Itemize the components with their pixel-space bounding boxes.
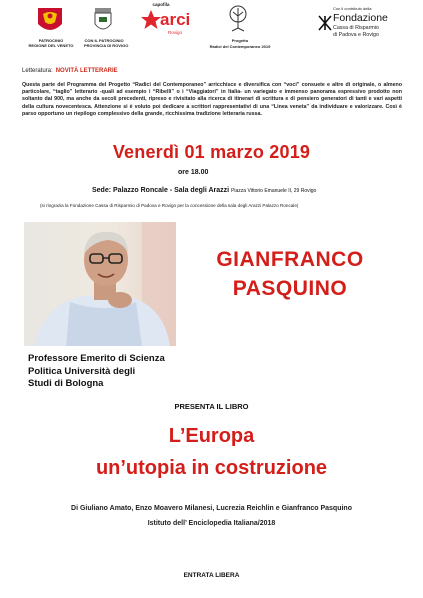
progetto-line1: Progetto <box>231 38 249 43</box>
event-venue <box>92 187 316 194</box>
entry-note: ENTRATA LIBERA <box>183 572 240 579</box>
comune-caption: CON IL PATROCINIO PROVINCIA DI ROVIGO <box>84 38 129 48</box>
section-value: NOVITÀ LETTERARIE <box>55 68 118 74</box>
book-title-line-2: un’utopia in costruzione <box>95 457 328 479</box>
fondazione-contrib: Con il contributo della <box>333 6 372 11</box>
veneto-lion-icon <box>36 6 64 36</box>
arci-name: arci <box>160 10 191 29</box>
logo-strip <box>0 0 423 62</box>
fondazione-name: Fondazione <box>333 12 388 24</box>
role-line-2: Politica Università degli <box>28 365 136 377</box>
book-publisher: Istituto dell’ Enciclopedia Italiana/2018 <box>147 520 276 527</box>
fondazione-sub1: Cassa di Risparmio <box>333 25 379 31</box>
role-line-3: Studi di Bologna <box>28 378 104 389</box>
presents-label: PRESENTA IL LIBRO <box>174 402 249 411</box>
intro-paragraph: Questa parte del Programma del Progetto “Radici del Contemporaneo” arricchisce e diversifica con “voci” consuete e altre di originale, o almeno particolare, “taglio” letterario -quali ad esempio i “Ribelli” o i “Viaggiatori” in Italia- un variegato e immenso panorama espressivo prodotto non soltanto dal 900, ma anche da secoli precedenti, ripreso e rivisitato alla ricerca di itinerari di scrittura e di pensiero generatori di tanti e vari aspetti della cultura novecentesca. Attenzione si è voluto poi dedicare a scrittori rappresentativi di una “Linea veneta” da individuare e valorizzare. Così è parso opportuno un riepilogo complessivo della grande, ricchissima tradizione letteraria russa. <box>22 82 402 117</box>
thanks-note: (si ringrazia la Fondazione Cassa di Risparmio di Padova e Rovigo per la concessione della sala degli Arazzi Palazzo Roncale) <box>40 203 299 208</box>
venue-name: Sede: Palazzo Roncale - Sala degli Arazzi <box>92 187 230 194</box>
fondazione-sub2: di Padova e Rovigo <box>333 32 379 38</box>
arci-star-icon <box>140 9 162 31</box>
rovigo-crest-icon <box>94 8 112 34</box>
speaker-last-name: PASQUINO <box>232 277 348 300</box>
arci-top-label: capofila <box>152 2 170 7</box>
radici-tree-icon <box>226 4 250 32</box>
book-title <box>0 420 423 484</box>
section-line <box>22 68 118 74</box>
event-date: Venerdì 01 marzo 2019 <box>112 142 311 162</box>
book-title-line-1: L’Europa <box>168 425 255 447</box>
event-time: ore 18.00 <box>178 169 209 176</box>
venue-address: Piazza Vittorio Emanuele II, 29 Rovigo <box>231 188 317 194</box>
section-label: Letteratura: <box>22 68 53 74</box>
speaker-photo <box>24 222 176 346</box>
speaker-name <box>180 245 400 303</box>
speaker-role <box>28 353 198 391</box>
patrocinio-caption: PATROCINIO REGIONE DEL VENETO <box>28 38 74 48</box>
arci-sub: Rovigo <box>168 30 183 35</box>
fondazione-mark-icon <box>318 15 332 31</box>
role-line-1: Professore Emerito di Scienza <box>28 353 165 364</box>
progetto-line2: Radici del Contemporaneo 2019 <box>209 44 271 49</box>
speaker-first-name: GIANFRANCO <box>216 248 364 271</box>
book-authors: Di Giuliano Amato, Enzo Moavero Milanesi, Lucrezia Reichlin e Gianfranco Pasquino <box>71 505 352 512</box>
